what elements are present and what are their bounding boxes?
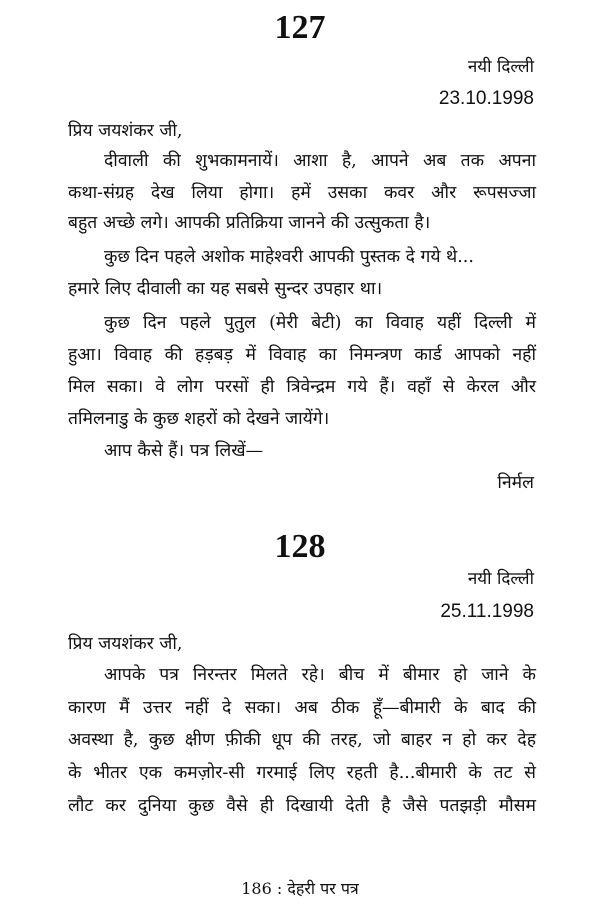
letter-127-line: दीवाली की शुभकामनायें। आशा है, आपने अब तक अपना [104, 151, 536, 171]
letter-127-line: मिल सका। वे लोग परसों ही त्रिवेन्द्रम गये हैं। वहाँ से केरल और [68, 377, 536, 397]
page-footer: 186 : देहरी पर पत्र [241, 879, 359, 898]
letter-128-line: अवस्था है, कुछ क्षीण फ़ीकी धूप की तरह, जो बाहर न हो कर देह [68, 730, 536, 750]
letter-127-place: नयी दिल्ली [467, 57, 534, 77]
letter-128-line: आपके पत्र निरन्तर मिलते रहे। बीच में बीमार हो जाने के [104, 665, 536, 685]
letter-127-date: 23.10.1998 [438, 88, 534, 109]
letter-127-line: आप कैसे हैं। पत्र लिखें— [104, 441, 264, 461]
letter-127-salutation: प्रिय जयशंकर जी, [68, 121, 183, 141]
letter-128-number: 128 [274, 528, 326, 565]
letter-127-signature: निर्मल [497, 473, 534, 493]
letter-127-line: कुछ दिन पहले पुतुल (मेरी बेटी) का विवाह यहीं दिल्ली में [104, 313, 536, 333]
letter-127-number: 127 [274, 9, 326, 46]
letter-128-line: कारण मैं उत्तर नहीं दे सका। अब ठीक हूँ—बीमारी के बाद की [68, 698, 536, 718]
letter-128-salutation: प्रिय जयशंकर जी, [68, 634, 183, 654]
letter-127-line: हमारे लिए दीवाली का यह सबसे सुन्दर उपहार था। [68, 279, 383, 299]
letter-128-date: 25.11.1998 [440, 601, 534, 622]
letter-128-place: नयी दिल्ली [467, 569, 534, 589]
letter-127-line: हुआ। विवाह की हड़बड़ में विवाह का निमन्त्रण कार्ड आपको नहीं [68, 345, 536, 365]
letter-127-line: बहुत अच्छे लगे। आपकी प्रतिक्रिया जानने की उत्सुकता है। [68, 213, 431, 233]
letter-128-line: लौट कर दुनिया कुछ वैसे ही दिखायी देती है जैसे पतझड़ी मौसम [68, 796, 536, 816]
letter-127-line: कथा-संग्रह देख लिया होगा। हमें उसका कवर और रूपसज्जा [68, 183, 536, 203]
letter-127-line: कुछ दिन पहले अशोक माहेश्वरी आपकी पुस्तक दे गये थे... [104, 247, 474, 267]
letter-128-line: के भीतर एक कमज़ोर-सी गरमाई लिए रहती है...बीमारी के तट से [68, 763, 536, 783]
letter-127-line: तमिलनाडु के कुछ शहरों को देखने जायेंगे। [68, 409, 330, 429]
